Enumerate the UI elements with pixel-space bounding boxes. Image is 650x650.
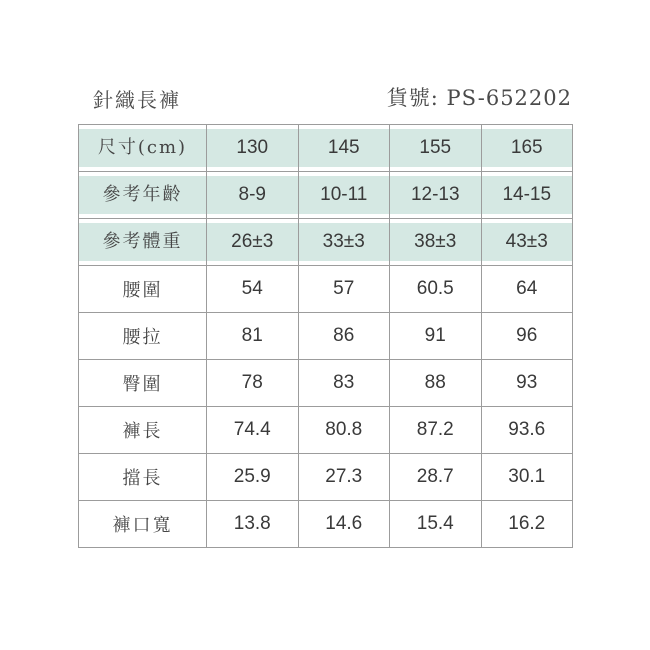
table-row bbox=[79, 266, 573, 313]
table-cell: 54 bbox=[207, 266, 299, 313]
row-label: 擋長 bbox=[79, 454, 207, 501]
row-label: 腰拉 bbox=[79, 313, 207, 360]
table-cell: 145 bbox=[298, 125, 390, 172]
table-row bbox=[79, 313, 573, 360]
row-label: 褲長 bbox=[79, 407, 207, 454]
table-cell: 74.4 bbox=[207, 407, 299, 454]
age-row bbox=[79, 172, 573, 219]
table-cell: 8-9 bbox=[207, 172, 299, 219]
table-cell: 78 bbox=[207, 360, 299, 407]
table-cell: 26±3 bbox=[207, 219, 299, 266]
table-cell: 15.4 bbox=[390, 501, 482, 548]
table-cell: 96 bbox=[481, 313, 573, 360]
table-cell: 86 bbox=[298, 313, 390, 360]
table-cell: 60.5 bbox=[390, 266, 482, 313]
table-cell: 43±3 bbox=[481, 219, 573, 266]
row-label: 參考體重 bbox=[79, 219, 207, 266]
product-title: 針織長褲 bbox=[93, 88, 181, 112]
row-label: 參考年齡 bbox=[79, 172, 207, 219]
table-cell: 13.8 bbox=[207, 501, 299, 548]
table-cell: 88 bbox=[390, 360, 482, 407]
table-cell: 87.2 bbox=[390, 407, 482, 454]
table-cell: 25.9 bbox=[207, 454, 299, 501]
table-cell: 155 bbox=[390, 125, 482, 172]
row-label: 褲口寬 bbox=[79, 501, 207, 548]
table-cell: 93.6 bbox=[481, 407, 573, 454]
table-cell: 130 bbox=[207, 125, 299, 172]
table-cell: 14-15 bbox=[481, 172, 573, 219]
table-cell: 30.1 bbox=[481, 454, 573, 501]
table-cell: 64 bbox=[481, 266, 573, 313]
table-cell: 12-13 bbox=[390, 172, 482, 219]
table-row bbox=[79, 407, 573, 454]
row-label: 臀圍 bbox=[79, 360, 207, 407]
table-cell: 33±3 bbox=[298, 219, 390, 266]
table-cell: 38±3 bbox=[390, 219, 482, 266]
table-cell: 165 bbox=[481, 125, 573, 172]
table-cell: 14.6 bbox=[298, 501, 390, 548]
table-cell: 27.3 bbox=[298, 454, 390, 501]
table-row bbox=[79, 360, 573, 407]
table-cell: 93 bbox=[481, 360, 573, 407]
table-cell: 57 bbox=[298, 266, 390, 313]
table-cell: 28.7 bbox=[390, 454, 482, 501]
size-row bbox=[79, 125, 573, 172]
product-code: 貨號: PS-652202 bbox=[386, 86, 572, 110]
table-cell: 10-11 bbox=[298, 172, 390, 219]
table-cell: 81 bbox=[207, 313, 299, 360]
size-chart-table bbox=[78, 124, 573, 548]
table-row bbox=[79, 501, 573, 548]
row-label: 尺寸(cm) bbox=[79, 125, 207, 172]
table-cell: 16.2 bbox=[481, 501, 573, 548]
table-row bbox=[79, 454, 573, 501]
table-cell: 83 bbox=[298, 360, 390, 407]
table-cell: 91 bbox=[390, 313, 482, 360]
weight-row bbox=[79, 219, 573, 266]
row-label: 腰圍 bbox=[79, 266, 207, 313]
table-cell: 80.8 bbox=[298, 407, 390, 454]
